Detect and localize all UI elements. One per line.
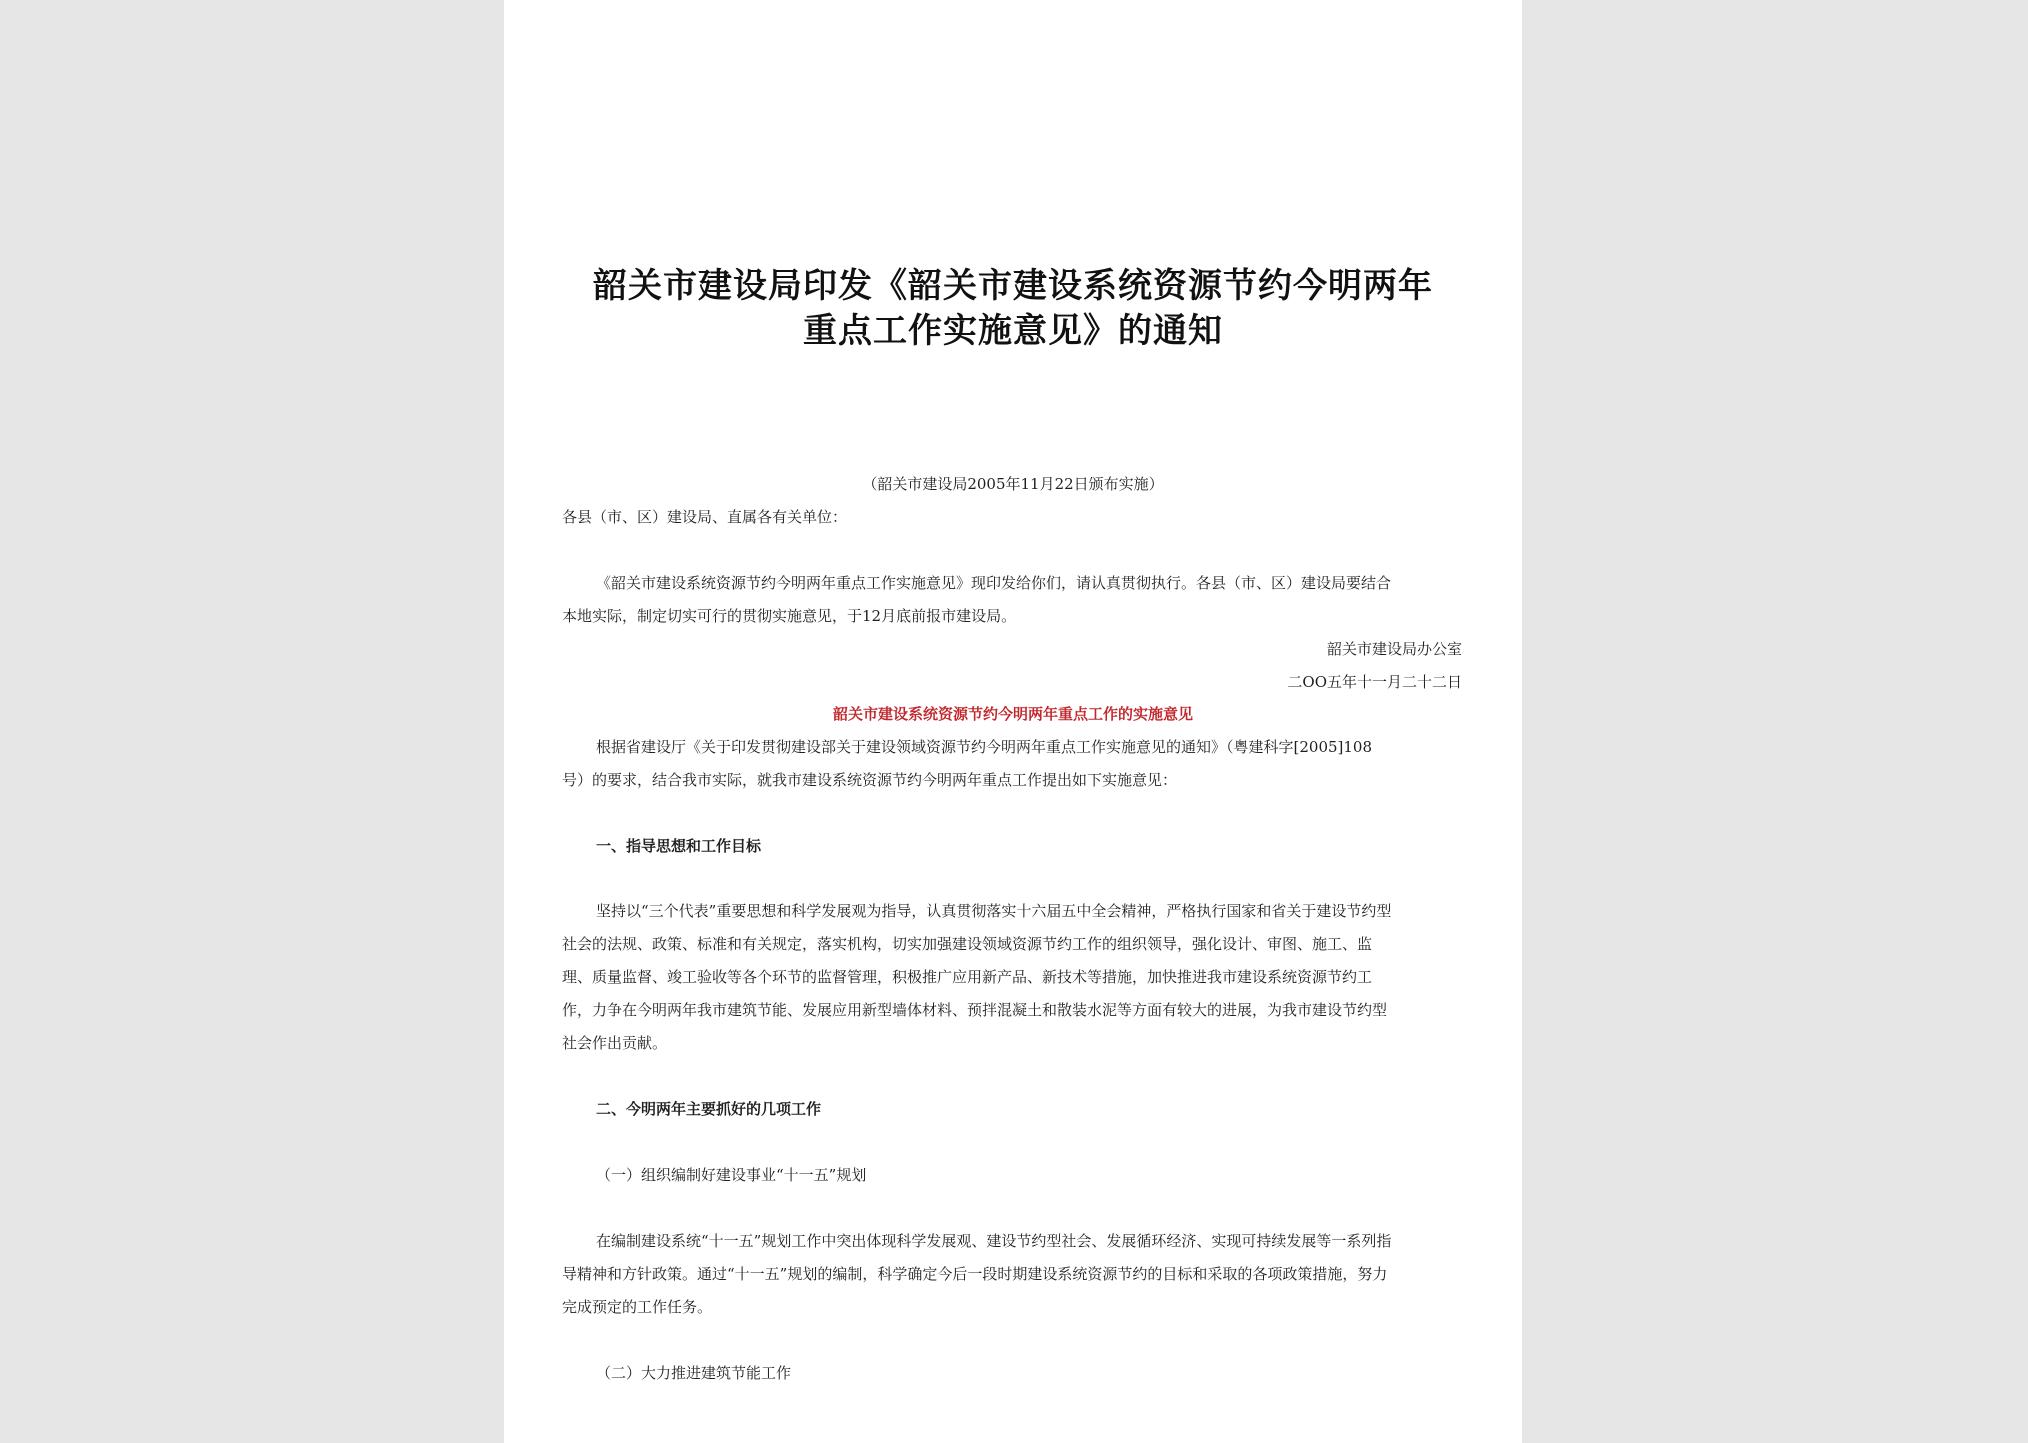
subsection-1-line-2: 导精神和方针政策。通过“十一五”规划的编制，科学确定今后一段时期建设系统资源节约的目标和采取的各项政策措施，努力 xyxy=(562,1265,1388,1283)
intro-paragraph-line-2: 本地实际，制定切实可行的贯彻实施意见，于12月底前报市建设局。 xyxy=(562,607,1017,625)
subsection-1-line-1: 在编制建设系统“十一五”规划工作中突出体现科学发展观、建设节约型社会、发展循环经济、实现可持续发展等一系列指 xyxy=(596,1232,1392,1250)
section-1-heading: 一、指导思想和工作目标 xyxy=(596,837,762,855)
document-page xyxy=(504,0,1522,1443)
section-1-line-3: 理、质量监督、竣工验收等各个环节的监督管理，积极推广应用新产品、新技术等措施，加快推进我市建设系统资源节约工 xyxy=(562,968,1373,986)
section-1-line-2: 社会的法规、政策、标准和有关规定，落实机构，切实加强建设领域资源节约工作的组织领导，强化设计、审图、施工、监 xyxy=(562,935,1373,953)
subsection-1-heading: （一）组织编制好建设事业“十一五”规划 xyxy=(596,1166,867,1184)
document-title-line-1: 韶关市建设局印发《韶关市建设系统资源节约今明两年 xyxy=(593,266,1433,306)
section-1-line-1: 坚持以“三个代表”重要思想和科学发展观为指导，认真贯彻落实十六届五中全会精神，严格执行国家和省关于建设节约型 xyxy=(596,902,1392,920)
intro-paragraph-line-1: 《韶关市建设系统资源节约今明两年重点工作实施意见》现印发给你们，请认真贯彻执行。各县（市、区）建设局要结合 xyxy=(596,574,1392,592)
addressee: 各县（市、区）建设局、直属各有关单位： xyxy=(562,508,848,526)
issue-date: 二OO五年十一月二十二日 xyxy=(1287,673,1462,691)
section-1-line-4: 作，力争在今明两年我市建筑节能、发展应用新型墙体材料、预拌混凝土和散装水泥等方面有较大的进展，为我市建设节约型 xyxy=(562,1001,1388,1019)
promulgation-note: （韶关市建设局2005年11月22日颁布实施） xyxy=(862,475,1164,493)
subsection-2-heading: （二）大力推进建筑节能工作 xyxy=(596,1364,792,1382)
document-subtitle: 韶关市建设系统资源节约今明两年重点工作的实施意见 xyxy=(832,705,1193,723)
issuer-signature: 韶关市建设局办公室 xyxy=(1326,640,1462,658)
document-title-line-2: 重点工作实施意见》的通知 xyxy=(803,311,1223,351)
basis-line-2: 号）的要求，结合我市实际，就我市建设系统资源节约今明两年重点工作提出如下实施意见： xyxy=(562,771,1178,789)
section-2-heading: 二、今明两年主要抓好的几项工作 xyxy=(596,1100,822,1118)
section-1-line-5: 社会作出贡献。 xyxy=(562,1034,668,1052)
basis-line-1: 根据省建设厅《关于印发贯彻建设部关于建设领域资源节约今明两年重点工作实施意见的通知》（粤建科字[2005]108 xyxy=(596,738,1373,756)
subsection-1-line-3: 完成预定的工作任务。 xyxy=(562,1298,713,1316)
